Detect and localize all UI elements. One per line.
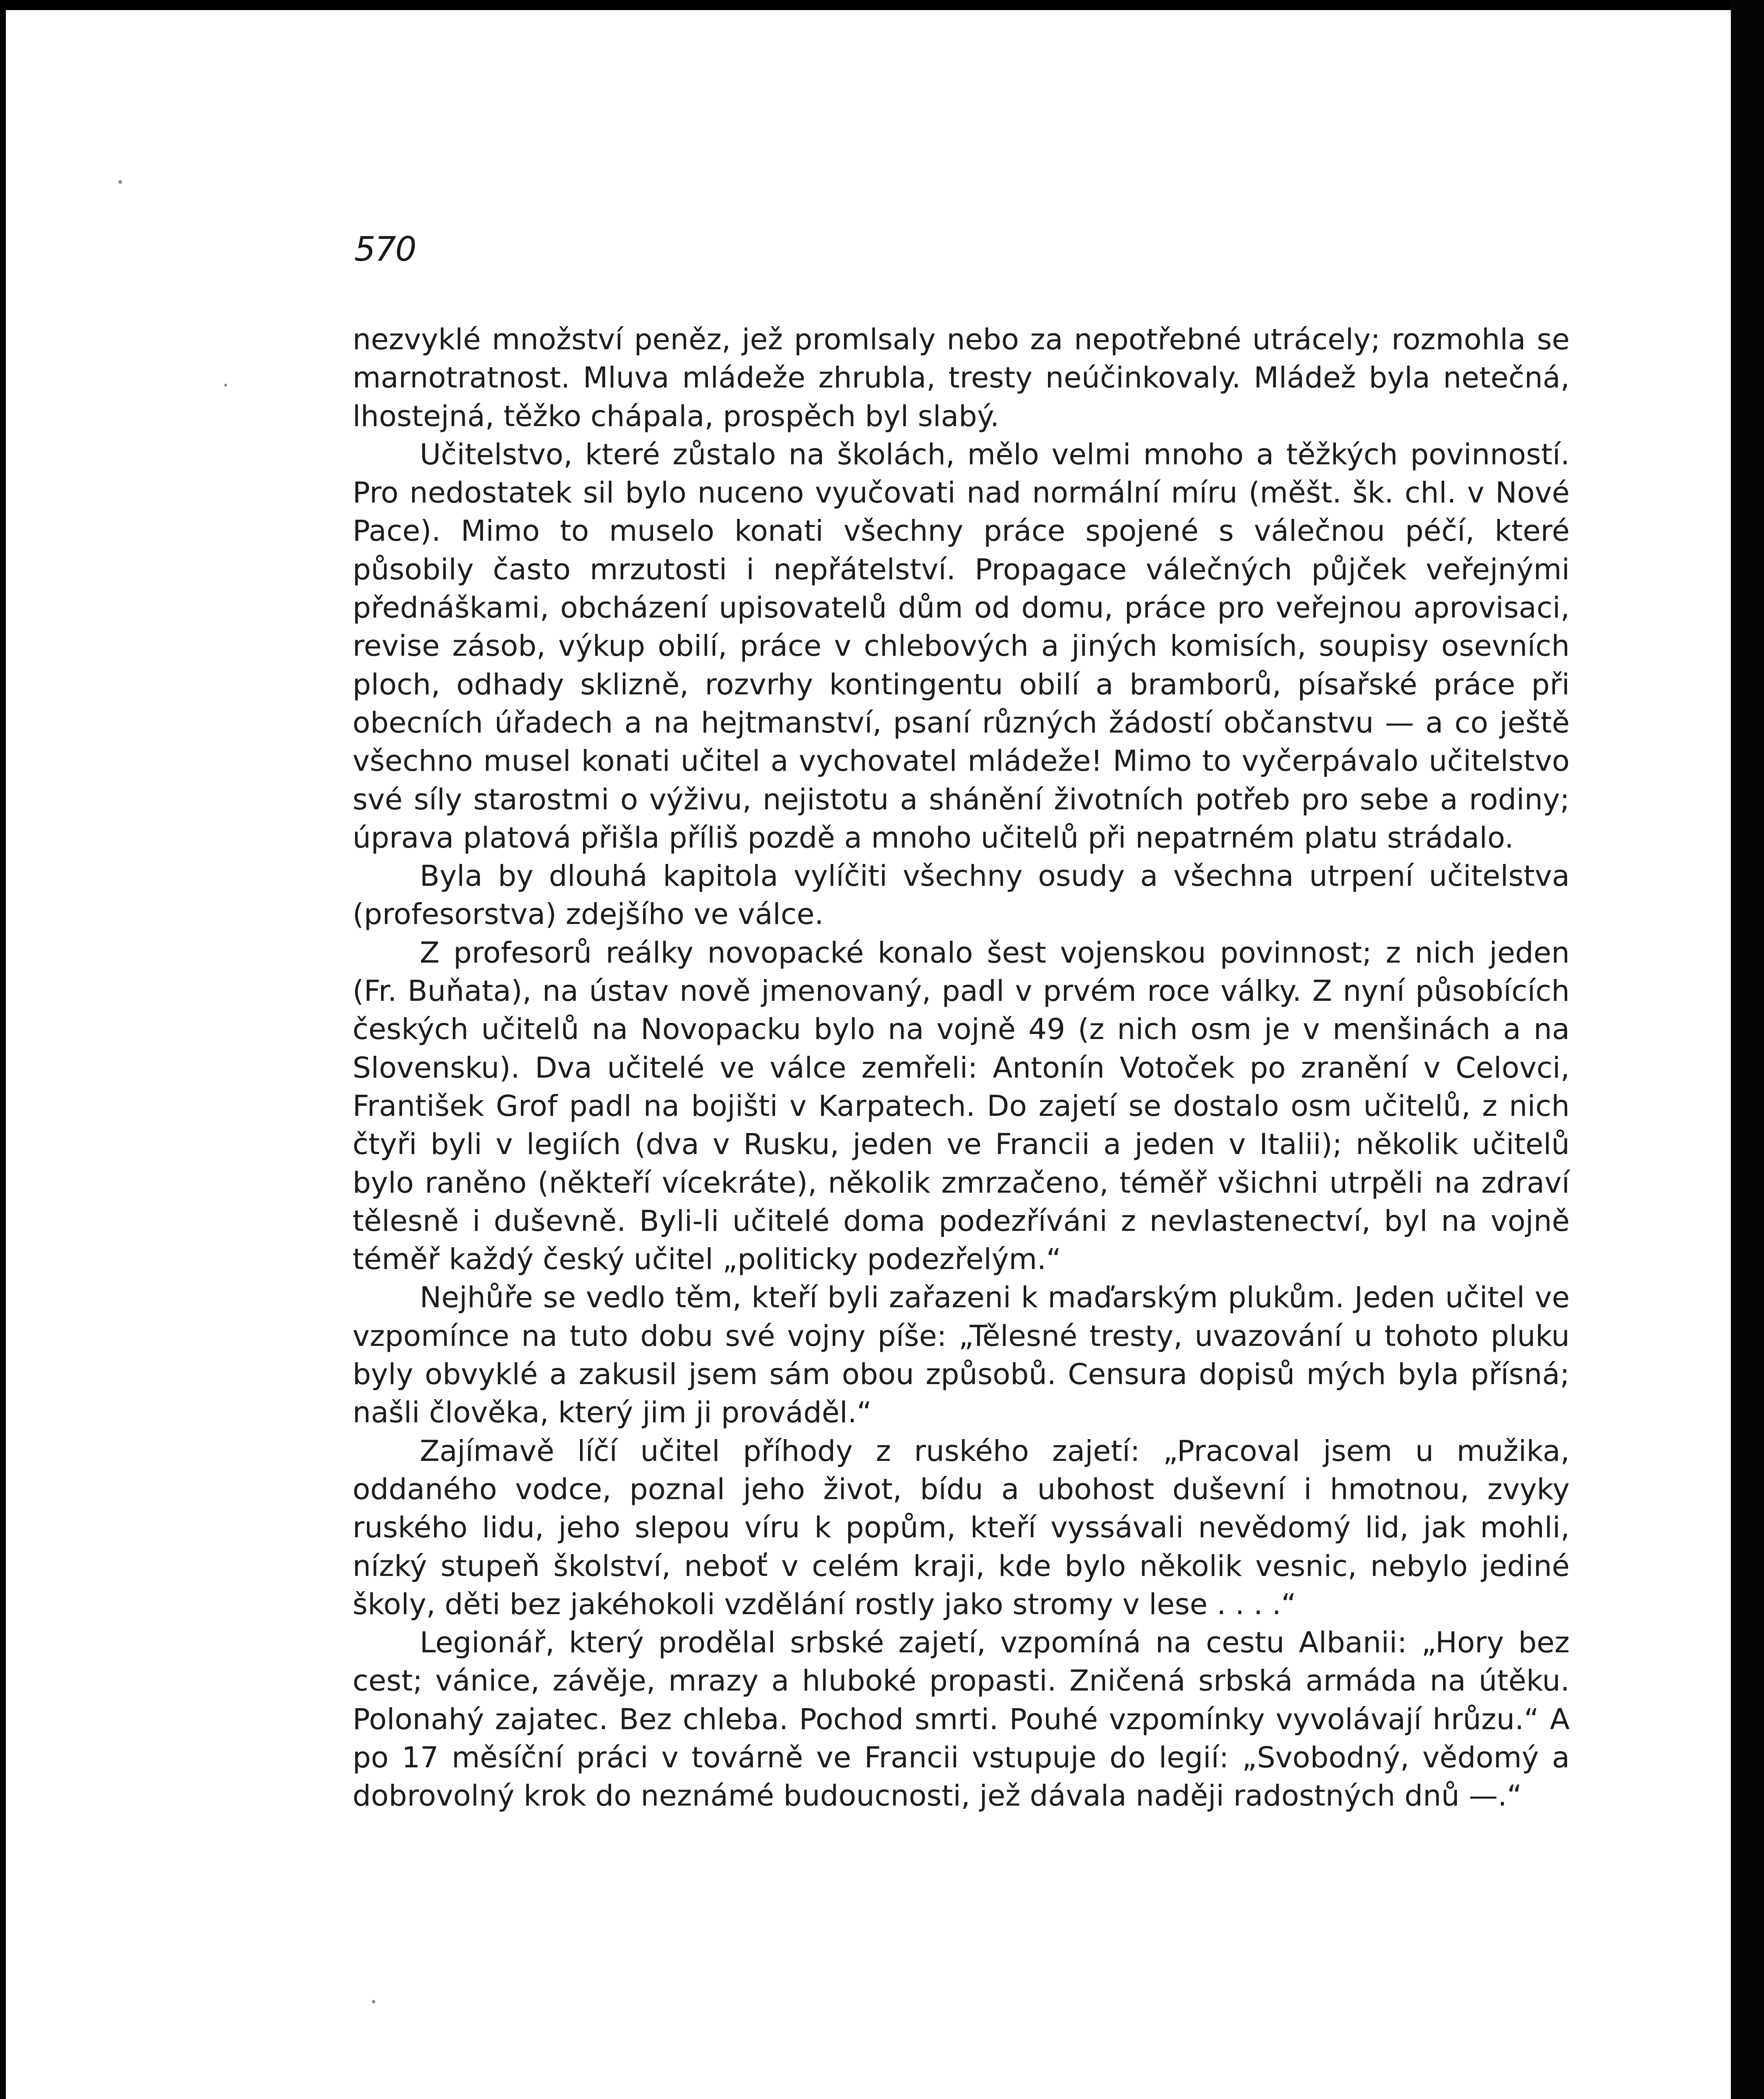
paragraph: Nejhůře se vedlo těm, kteří byli zařazeni k maďarským plukům. Jeden učitel ve vzpomínce na tuto dobu své vojny píše: „Tělesné tresty, uvazování u tohoto pluku byly obvyklé a zakusil jsem sám obou způsobů. Censura dopisů mých byla přísná; našli člověka, který jim ji prováděl.“ (353, 1281, 1570, 1430)
paragraph: Byla by dlouhá kapitola vylíčiti všechny osudy a všechna utrpení učitelstva (profesorstva) zdejšího ve válce. (353, 859, 1570, 932)
scan-speck (118, 180, 122, 184)
scan-speck (224, 384, 227, 387)
paragraph: Učitelstvo, které zůstalo na školách, mělo velmi mnoho a těžkých povinností. Pro nedostatek sil bylo nuceno vyučovati nad normální míru (měšt. šk. chl. v Nové Pace). Mimo to muselo konati všechny práce spojené s válečnou péčí, které působily často mrzutosti i nepřátelství. Propagace válečných půjček veřejnými přednáškami, obcházení upisovatelů dům od domu, práce pro veřejnou aprovisaci, revise zásob, výkup obilí, práce v chlebových a jiných komisích, soupisy osevních ploch, odhady sklizně, rozvrhy kontingentu obilí a bramborů, písařské práce při obecních úřadech a na hejtmanství, psaní různých žádostí občanstvu — a co ještě všechno musel konati učitel a vychovatel mládeže! Mimo to vyčerpávalo učitelstvo své síly starostmi o výživu, nejistotu a shánění životních potřeb pro sebe a rodiny; úprava platová přišla příliš pozdě a mnoho učitelů při nepatrném platu strádalo. (353, 437, 1570, 855)
scan-speck (372, 2000, 375, 2003)
body-text (353, 321, 1570, 1816)
page-number: 570 (354, 230, 416, 269)
paragraph: nezvyklé množství peněz, jež promlsaly nebo za nepotřebné utrácely; rozmohla se marnotratnost. Mluva mládeže zhrubla, tresty neúčinkovaly. Mládež byla netečná, lhostejná, těžko chápala, prospěch byl slabý. (353, 323, 1570, 433)
scan-border (1731, 0, 1764, 2099)
paragraph: Zajímavě líčí učitel příhody z ruského zajetí: „Pracoval jsem u mužika, oddaného vodce, poznal jeho život, bídu a ubohost duševní i hmotnou, zvyky ruského lidu, jeho slepou víru k popům, kteří vyssávali nevědomý lid, jak mohli, nízký stupeň školství, neboť v celém kraji, kde bylo několik vesnic, nebylo jediné školy, děti bez jakéhokoli vzdělání rostly jako stromy v lese . . . .“ (353, 1434, 1570, 1621)
document-page (6, 10, 1731, 2099)
paragraph: Legionář, který prodělal srbské zajetí, vzpomíná na cestu Albanii: „Hory bez cest; vánice, závěje, mrazy a hluboké propasti. Zničená srbská armáda na útěku. Polonahý zajatec. Bez chleba. Pochod smrti. Pouhé vzpomínky vyvolávají hrůzu.“ A po 17 měsíční práci v továrně ve Francii vstupuje do legií: „Svobodný, vědomý a dobrovolný krok do neznámé budoucnosti, jež dávala naději radostných dnů —.“ (353, 1626, 1570, 1813)
paragraph: Z profesorů reálky novopacké konalo šest vojenskou povinnost; z nich jeden (Fr. Buňata), na ústav nově jmenovaný, padl v prvém roce války. Z nyní působících českých učitelů na Novopacku bylo na vojně 49 (z nich osm je v menšinách a na Slovensku). Dva učitelé ve válce zemřeli: Antonín Votoček po zranění v Celovci, František Grof padl na bojišti v Karpatech. Do zajetí se dostalo osm učitelů, z nich čtyři byli v legiích (dva v Rusku, jeden ve Francii a jeden v Italii); několik učitelů bylo raněno (někteří vícekráte), několik zmrzačeno, téměř všichni utrpěli na zdraví tělesně i duševně. Byli-li učitelé doma podezříváni z nevlastenectví, byl na vojně téměř každý český učitel „politicky podezřelým.“ (353, 936, 1570, 1277)
